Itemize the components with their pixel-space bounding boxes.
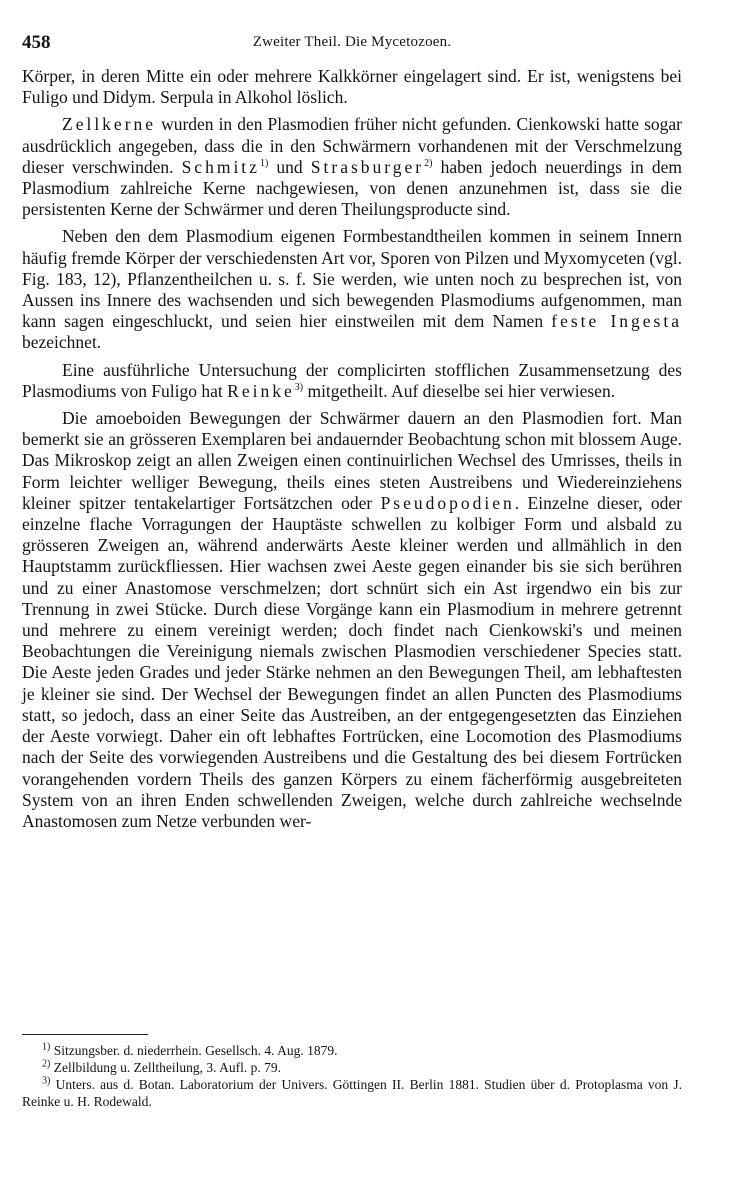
paragraph-2 (22, 114, 682, 220)
paragraph-2-text-1: wurden in den Plasmodien früher nicht gefunden. Cienkowski hatte sogar ausdrücklich angegeben, dass die in den Schwärmern vorhandenen mit der Verschmelzung dieser verschwinden. (22, 114, 682, 177)
footnote-2 (22, 1059, 682, 1076)
footnotes (22, 1042, 682, 1110)
footnote-1 (22, 1042, 682, 1059)
paragraph-5 (22, 408, 682, 832)
page-number: 458 (22, 32, 51, 53)
footnote-separator (22, 1034, 148, 1035)
paragraph-3 (22, 226, 682, 353)
paragraph-5-text-1: Die amoeboiden Bewegungen der Schwärmer dauern an den Plasmodien fort. Man bemerkt sie an grösseren Exemplaren bei andauernder Beobachtung schon mit blossem Auge. Das Mikroskop zeigt an allen Zweigen einen continuirlichen Wechsel des Umrisses, theils in Form leichter welliger Bewegung, theils eines steten Austreibens und Wiedereinziehens kleiner spitzer tentakelartiger Fortsätzchen oder (22, 408, 682, 513)
author-strasburger: Strasburger (310, 156, 425, 177)
footnote-3-mark: 3) (42, 1075, 51, 1087)
paragraph-5-text-2: . Einzelne dieser, oder einzelne flache Vorragungen der Hauptäste schwellen zu kolbiger Form und alsbald zu grösseren Zweigen an, während anderwärts Aeste kleiner werden und allmählich in den Hauptstamm zurückfliessen. Hier wachsen zwei Aeste gegen einander bis sie sich berühren und zu einer Anastomose verschmelzen; dort schnürt sich ein Ast irgendwo ein bis zur Trennung in zwei Stücke. Durch diese Vorgänge kann ein Plasmodium in mehrere getrennt und mehrere zu einem vereinigt werden; doch findet nach Cienkowski's und meinen Beobachtungen die Vereinigung niemals zwischen Plasmodien verschiedener Species statt. Die Aeste jeden Grades und jeder Stärke nehmen an den Bewegungen Theil, am lebhaftesten je kleiner sie sind. Der Wechsel der Bewegungen findet an allen Puncten des Plasmodiums statt, so jedoch, dass an einer Seite das Austreiben, an der entgegengesetzten das Einziehen der Aeste vorwiegt. Daher ein oft lebhaftes Fortrücken, eine Locomotion des Plasmodiums nach der Seite des vorwiegenden Austreibens und die Gestaltung des bei diesem Fortrücken vorangehenden vordern Theils des ganzen Körpers zu einem fächerförmig ausgebreiteten System von an ihren Enden schwellenden Zweigen, welche durch zahlreiche wechselnde Anastomosen zum Netze verbunden wer- (22, 492, 682, 831)
page-header (22, 32, 682, 56)
paragraph-2-text-3: haben jedoch neuerdings in dem Plasmodium zahlreiche Kerne nachgewiesen, von denen anzunehmen ist, dass sie die persistenten Kerne der Schwärmer und deren Theilungsproducte sind. (22, 156, 682, 220)
paragraph-2-text-2: und (268, 156, 311, 177)
term-feste-ingesta: feste Ingesta (551, 311, 682, 332)
paragraph-1 (22, 66, 682, 108)
footnote-2-text: Zellbildung u. Zelltheilung, 3. Aufl. p. 79. (53, 1060, 281, 1075)
paragraph-4-text-2: mitgetheilt. Auf dieselbe sei hier verwiesen. (303, 380, 616, 401)
term-pseudopodien: Pseudopodien (380, 492, 515, 513)
paragraph-3-text-1: Neben den dem Plasmodium eigenen Formbestandtheilen kommen in seinem Innern häufig fremde Körper der verschiedensten Art vor, Sporen von Pilzen und Myxomyceten (vgl. Fig. 183, 12), Pflanzentheilchen u. s. f. Sie werden, wie unten noch zu besprechen ist, von Aussen ins Innere des wachsenden und sich bewegenden Plasmodiums aufgenommen, man kann sagen eingeschluckt, und seien hier einstweilen mit dem Namen (22, 226, 682, 332)
body-text (22, 66, 682, 838)
term-zellkerne: Zellkerne (62, 114, 157, 135)
paragraph-3-text-2: bezeichnet. (22, 332, 102, 353)
paragraph-4 (22, 360, 682, 402)
footnote-1-text: Sitzungsber. d. niederrhein. Gesellsch. 4. Aug. 1879. (53, 1043, 338, 1058)
footnote-3 (22, 1076, 682, 1110)
footnote-ref-1: 1) (259, 157, 269, 169)
paragraph-1-text: Körper, in deren Mitte ein oder mehrere Kalkkörner eingelagert sind. Er ist, wenigstens bei Fuligo und Didym. Serpula in Alkohol löslich. (22, 66, 682, 108)
footnote-ref-2: 2) (424, 157, 433, 169)
footnote-ref-3: 3) (294, 382, 304, 394)
author-schmitz: Schmitz (181, 156, 260, 177)
paragraph-4-text-1: Eine ausführliche Untersuchung der complicirten stofflichen Zusammensetzung des Plasmodiums von Fuligo hat (22, 359, 682, 401)
author-reinke: Reinke (227, 380, 295, 401)
footnote-3-text: Unters. aus d. Botan. Laboratorium der Univers. Göttingen II. Berlin 1881. Studien über d. Protoplasma von J. Reinke u. H. Rodewald. (22, 1077, 683, 1109)
running-title: Zweiter Theil. Die Mycetozoen. (252, 34, 452, 50)
footnote-1-mark: 1) (42, 1041, 51, 1053)
footnote-2-mark: 2) (42, 1058, 51, 1070)
